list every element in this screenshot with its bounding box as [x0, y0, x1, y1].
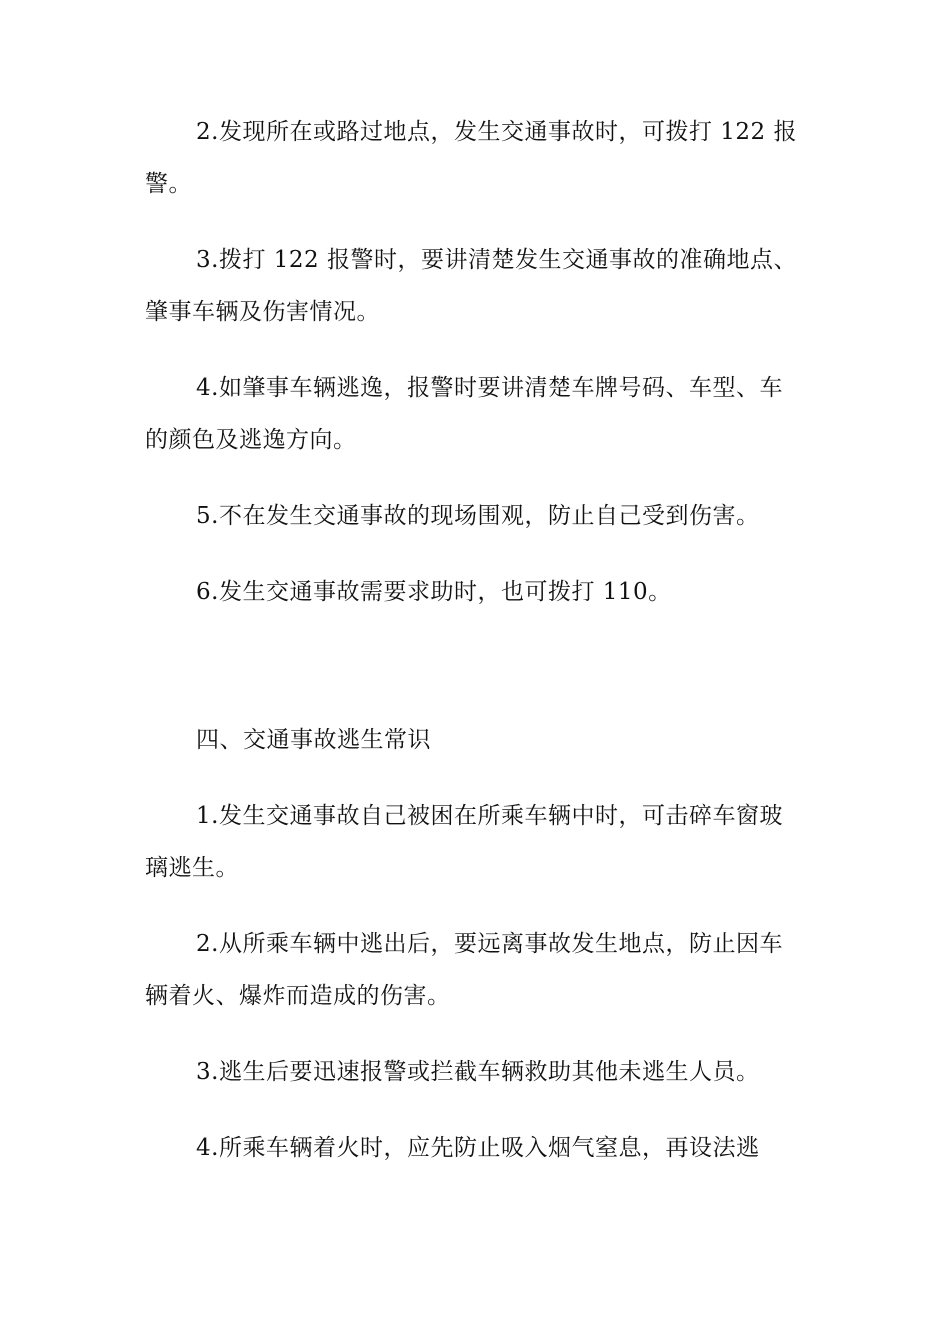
paragraph-report-details: 3.拨打 122 报警时，要讲清楚发生交通事故的准确地点、肇事车辆及伤害情况。 — [145, 247, 797, 325]
paragraph-report-122: 2.发现所在或路过地点，发生交通事故时，可拨打 122 报警。 — [145, 119, 797, 197]
paragraph-call-110: 6.发生交通事故需要求助时，也可拨打 110。 — [196, 579, 672, 605]
document-page — [145, 106, 805, 1174]
paragraph-report-rescue: 3.逃生后要迅速报警或拦截车辆救助其他未逃生人员。 — [196, 1059, 760, 1085]
paragraph-hit-and-run: 4.如肇事车辆逃逸，报警时要讲清楚车牌号码、车型、车的颜色及逃逸方向。 — [145, 375, 783, 453]
paragraph-no-gathering: 5.不在发生交通事故的现场围观，防止自己受到伤害。 — [196, 503, 760, 529]
section-heading: 四、交通事故逃生常识 — [196, 727, 431, 753]
paragraph-break-window: 1.发生交通事故自己被困在所乘车辆中时，可击碎车窗玻璃逃生。 — [145, 803, 783, 881]
paragraph-move-away: 2.从所乘车辆中逃出后，要远离事故发生地点，防止因车辆着火、爆炸而造成的伤害。 — [145, 931, 783, 1009]
paragraph-vehicle-fire: 4.所乘车辆着火时，应先防止吸入烟气窒息，再设法逃 — [196, 1135, 760, 1161]
